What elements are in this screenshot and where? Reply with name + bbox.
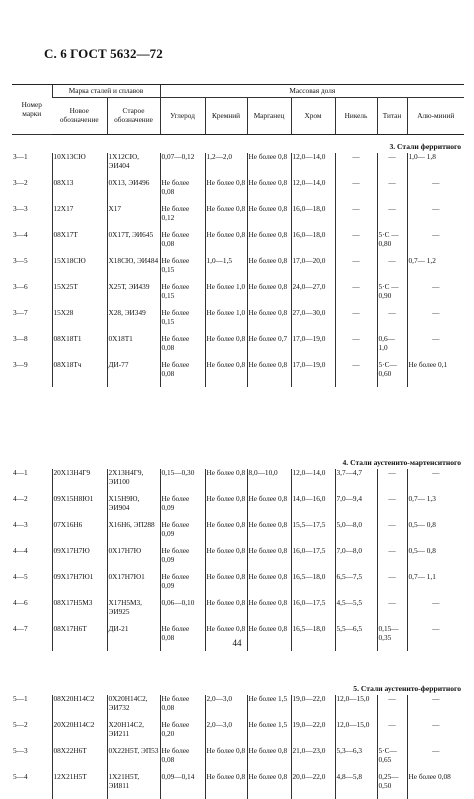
nickel-value: 4,5—5,5 xyxy=(335,599,377,625)
chromium-value: 17,0—20,0 xyxy=(291,257,335,283)
aluminium-value: 1,0— 1,8 xyxy=(407,153,464,179)
aluminium-value: — xyxy=(407,695,464,721)
old-designation: ДИ-21 xyxy=(107,625,160,651)
manganese-value: Не более 0,8 xyxy=(247,521,291,547)
aluminium-value: 0,5— 0,8 xyxy=(407,547,464,573)
titanium-value: 5·С —0,80 xyxy=(377,231,407,257)
manganese-value: Не более 0,8 xyxy=(247,747,291,773)
new-designation: 15Х28 xyxy=(52,309,107,335)
new-designation: 08Х20Н14С2 xyxy=(52,695,107,721)
grade-number: 4—4 xyxy=(12,547,52,573)
old-designation: Х16Н6, ЭП288 xyxy=(107,521,160,547)
carbon-value: 0,15—0,30 xyxy=(160,469,205,495)
new-designation: 08Х13 xyxy=(52,179,107,205)
titanium-value: 0,15— 0,35 xyxy=(377,625,407,651)
grade-number: 5—4 xyxy=(12,773,52,799)
manganese-value: Не более 0,8 xyxy=(247,599,291,625)
grade-number: 4—5 xyxy=(12,573,52,599)
chromium-value: 16,5—18,0 xyxy=(291,625,335,651)
old-designation: 0Х17Н7Ю1 xyxy=(107,573,160,599)
titanium-value: — xyxy=(377,521,407,547)
manganese-value: Не более 0,8 xyxy=(247,495,291,521)
spacer-cell xyxy=(12,651,464,677)
section-heading-row xyxy=(12,135,464,154)
silicon-value: Не более 0,8 xyxy=(205,231,247,257)
new-designation: 10Х13СЮ xyxy=(52,153,107,179)
table-row xyxy=(12,179,464,205)
nickel-value: — xyxy=(335,309,377,335)
col-silicon-header: Кремний xyxy=(205,98,247,135)
grade-number: 4—7 xyxy=(12,625,52,651)
chromium-value: 12,0—14,0 xyxy=(291,469,335,495)
carbon-value: Не более 0,08 xyxy=(160,747,205,773)
col-chromium-header: Хром xyxy=(291,98,335,135)
new-designation: 09Х15Н8Ю1 xyxy=(52,495,107,521)
grade-number: 4—1 xyxy=(12,469,52,495)
aluminium-value: — xyxy=(407,721,464,747)
nickel-value: 5,3—6,3 xyxy=(335,747,377,773)
nickel-value: — xyxy=(335,153,377,179)
titanium-value: 5·С— 0,60 xyxy=(377,361,407,387)
carbon-value: Не более 0,08 xyxy=(160,179,205,205)
carbon-value: Не более 0,15 xyxy=(160,257,205,283)
old-designation: Х17 xyxy=(107,205,160,231)
table-row xyxy=(12,721,464,747)
col-new-header: Новое обозначение xyxy=(52,98,107,135)
old-designation: 1Х21Н5Т, ЭИ811 xyxy=(107,773,160,799)
manganese-value: Не более 0,8 xyxy=(247,625,291,651)
nickel-value: 6,5—7,5 xyxy=(335,573,377,599)
chromium-value: 19,0—22,0 xyxy=(291,721,335,747)
nickel-value: — xyxy=(335,283,377,309)
grade-number: 5—1 xyxy=(12,695,52,721)
old-designation: 1Х12СЮ, ЭИ404 xyxy=(107,153,160,179)
old-designation: 0Х20Н14С2, ЭИ732 xyxy=(107,695,160,721)
table-row xyxy=(12,231,464,257)
table-row xyxy=(12,547,464,573)
table-row xyxy=(12,257,464,283)
silicon-value: Не более 0,8 xyxy=(205,747,247,773)
aluminium-value: — xyxy=(407,179,464,205)
chromium-value: 20,0—22,0 xyxy=(291,773,335,799)
titanium-value: — xyxy=(377,469,407,495)
table-row xyxy=(12,695,464,721)
manganese-value: Не более 1,5 xyxy=(247,695,291,721)
aluminium-value: 0,7— 1,1 xyxy=(407,573,464,599)
new-designation: 08Х17Н5М3 xyxy=(52,599,107,625)
aluminium-value: 0,7— 1,3 xyxy=(407,495,464,521)
manganese-value: Не более 0,8 xyxy=(247,179,291,205)
old-designation: Х15Н9Ю, ЭИ904 xyxy=(107,495,160,521)
aluminium-value: — xyxy=(407,205,464,231)
grade-number: 4—3 xyxy=(12,521,52,547)
carbon-value: 0,09—0,14 xyxy=(160,773,205,799)
grade-number: 3—4 xyxy=(12,231,52,257)
grade-number: 3—9 xyxy=(12,361,52,387)
nickel-value: — xyxy=(335,361,377,387)
silicon-value: Не более 0,8 xyxy=(205,573,247,599)
manganese-value: Не более 0,8 xyxy=(247,309,291,335)
nickel-value: 5,0—8,0 xyxy=(335,521,377,547)
new-designation: 20Х20Н14С2 xyxy=(52,721,107,747)
nickel-value: — xyxy=(335,335,377,361)
table-row xyxy=(12,335,464,361)
grade-number: 4—6 xyxy=(12,599,52,625)
manganese-value: Не более 0,8 xyxy=(247,205,291,231)
col-manganese-header: Марганец xyxy=(247,98,291,135)
col-aluminium-header: Алю-миний xyxy=(407,98,464,135)
col-carbon-header: Углерод xyxy=(160,98,205,135)
table-body xyxy=(12,135,464,799)
aluminium-value: — xyxy=(407,469,464,495)
old-designation: 0Х17Т, ЭИ645 xyxy=(107,231,160,257)
col-titanium-header: Титан xyxy=(377,98,407,135)
titanium-value: — xyxy=(377,257,407,283)
chromium-value: 24,0—27,0 xyxy=(291,283,335,309)
titanium-value: 0,25— 0,50 xyxy=(377,773,407,799)
table-row xyxy=(12,153,464,179)
chromium-value: 15,5—17,5 xyxy=(291,521,335,547)
section-spacer xyxy=(12,651,464,677)
titanium-value: — xyxy=(377,205,407,231)
aluminium-value: 0,5— 0,8 xyxy=(407,521,464,547)
grade-number: 5—3 xyxy=(12,747,52,773)
table-row xyxy=(12,205,464,231)
col-mass-fraction-header: Массовая доля xyxy=(160,85,464,98)
nickel-value: 7,0—9,4 xyxy=(335,495,377,521)
aluminium-value: Не более 0,1 xyxy=(407,361,464,387)
titanium-value: — xyxy=(377,573,407,599)
old-designation: Х17Н5М3, ЭИ925 xyxy=(107,599,160,625)
chromium-value: 17,0—19,0 xyxy=(291,361,335,387)
carbon-value: Не более 0,08 xyxy=(160,625,205,651)
chromium-value: 16,0—18,0 xyxy=(291,231,335,257)
nickel-value: — xyxy=(335,231,377,257)
chromium-value: 21,0—23,0 xyxy=(291,747,335,773)
section-spacer xyxy=(12,387,464,451)
grade-number: 3—7 xyxy=(12,309,52,335)
silicon-value: Не более 0,8 xyxy=(205,361,247,387)
silicon-value: Не более 0,8 xyxy=(205,469,247,495)
new-designation: 07Х16Н6 xyxy=(52,521,107,547)
silicon-value: 1,2—2,0 xyxy=(205,153,247,179)
nickel-value: 12,0—15,0 xyxy=(335,695,377,721)
composition-table-container xyxy=(12,84,464,632)
nickel-value: — xyxy=(335,179,377,205)
nickel-value: — xyxy=(335,205,377,231)
silicon-value: Не более 0,8 xyxy=(205,335,247,361)
nickel-value: — xyxy=(335,257,377,283)
carbon-value: Не более 0,09 xyxy=(160,547,205,573)
carbon-value: Не более 0,08 xyxy=(160,695,205,721)
old-designation: Х20Н14С2, ЭИ211 xyxy=(107,721,160,747)
grade-number: 3—8 xyxy=(12,335,52,361)
silicon-value: 2,0—3,0 xyxy=(205,721,247,747)
table-row xyxy=(12,469,464,495)
grade-number: 3—5 xyxy=(12,257,52,283)
carbon-value: Не более 0,09 xyxy=(160,495,205,521)
table-row xyxy=(12,521,464,547)
titanium-value: — xyxy=(377,547,407,573)
grade-number: 3—6 xyxy=(12,283,52,309)
new-designation: 08Х18Т1 xyxy=(52,335,107,361)
aluminium-value: — xyxy=(407,747,464,773)
manganese-value: Не более 0,8 xyxy=(247,231,291,257)
section-title: 5. Стали аустенито-ферритного xyxy=(12,677,464,695)
silicon-value: Не более 0,8 xyxy=(205,521,247,547)
old-designation: Х25Т, ЭИ439 xyxy=(107,283,160,309)
carbon-value: Не более 0,08 xyxy=(160,361,205,387)
carbon-value: Не более 0,15 xyxy=(160,309,205,335)
table-row xyxy=(12,361,464,387)
silicon-value: Не более 0,8 xyxy=(205,495,247,521)
chromium-value: 16,0—18,0 xyxy=(291,205,335,231)
silicon-value: Не более 0,8 xyxy=(205,205,247,231)
chromium-value: 19,0—22,0 xyxy=(291,695,335,721)
table-row xyxy=(12,599,464,625)
manganese-value: Не более 0,8 xyxy=(247,773,291,799)
silicon-value: Не более 1,0 xyxy=(205,283,247,309)
silicon-value: Не более 0,8 xyxy=(205,179,247,205)
titanium-value: 0,6— 1,0 xyxy=(377,335,407,361)
manganese-value: Не более 0,8 xyxy=(247,547,291,573)
silicon-value: Не более 0,8 xyxy=(205,625,247,651)
section-heading-row xyxy=(12,677,464,695)
nickel-value: 7,0—8,0 xyxy=(335,547,377,573)
manganese-value: Не более 1,5 xyxy=(247,721,291,747)
manganese-value: 8,0—10,0 xyxy=(247,469,291,495)
silicon-value: Не более 0,8 xyxy=(205,547,247,573)
carbon-value: 0,06—0,10 xyxy=(160,599,205,625)
titanium-value: — xyxy=(377,695,407,721)
spacer-cell xyxy=(12,387,464,451)
new-designation: 08Х17Т xyxy=(52,231,107,257)
aluminium-value: — xyxy=(407,625,464,651)
grade-number: 3—3 xyxy=(12,205,52,231)
chromium-value: 17,0—19,0 xyxy=(291,335,335,361)
new-designation: 15Х25Т xyxy=(52,283,107,309)
chromium-value: 12,0—14,0 xyxy=(291,179,335,205)
aluminium-value: — xyxy=(407,335,464,361)
aluminium-value: Не более 0,08 xyxy=(407,773,464,799)
grade-number: 3—2 xyxy=(12,179,52,205)
old-designation: 2Х13Н4Г9, ЭИ100 xyxy=(107,469,160,495)
new-designation: 08Х18Тч xyxy=(52,361,107,387)
grade-number: 5—2 xyxy=(12,721,52,747)
old-designation: 0Х17Н7Ю xyxy=(107,547,160,573)
manganese-value: Не более 0,8 xyxy=(247,153,291,179)
carbon-value: Не более 0,20 xyxy=(160,721,205,747)
new-designation: 09Х17Н7Ю1 xyxy=(52,573,107,599)
new-designation: 15Х18СЮ xyxy=(52,257,107,283)
col-old-header: Старое обозначение xyxy=(107,98,160,135)
carbon-value: Не более 0,08 xyxy=(160,335,205,361)
table-row xyxy=(12,573,464,599)
page-header: С. 6 ГОСТ 5632—72 xyxy=(44,46,163,62)
section-title: 4. Стали аустенито-мартенситного xyxy=(12,451,464,469)
old-designation: Х18СЮ, ЭИ484 xyxy=(107,257,160,283)
chromium-value: 12,0—14,0 xyxy=(291,153,335,179)
nickel-value: 4,8—5,8 xyxy=(335,773,377,799)
manganese-value: Не более 0,8 xyxy=(247,361,291,387)
section-heading-row xyxy=(12,451,464,469)
new-designation: 20Х13Н4Г9 xyxy=(52,469,107,495)
titanium-value: — xyxy=(377,599,407,625)
grade-number: 3—1 xyxy=(12,153,52,179)
carbon-value: Не более 0,09 xyxy=(160,521,205,547)
chromium-value: 27,0—30,0 xyxy=(291,309,335,335)
titanium-value: — xyxy=(377,153,407,179)
chromium-value: 16,0—17,5 xyxy=(291,599,335,625)
manganese-value: Не более 0,8 xyxy=(247,257,291,283)
table-row xyxy=(12,283,464,309)
new-designation: 08Х22Н6Т xyxy=(52,747,107,773)
nickel-value: 12,0—15,0 xyxy=(335,721,377,747)
silicon-value: Не более 0,8 xyxy=(205,773,247,799)
table-row xyxy=(12,495,464,521)
manganese-value: Не более 0,8 xyxy=(247,283,291,309)
chromium-value: 14,0—16,0 xyxy=(291,495,335,521)
old-designation: ДИ-77 xyxy=(107,361,160,387)
manganese-value: Не более 0,8 xyxy=(247,573,291,599)
col-nickel-header: Никель xyxy=(335,98,377,135)
carbon-value: Не более 0,12 xyxy=(160,205,205,231)
chromium-value: 16,0—17,5 xyxy=(291,547,335,573)
old-designation: 0Х22Н5Т, ЭП53 xyxy=(107,747,160,773)
col-grade-group-header: Марка сталей и сплавов xyxy=(52,85,160,98)
silicon-value: 1,0—1,5 xyxy=(205,257,247,283)
nickel-value: 3,7—4,7 xyxy=(335,469,377,495)
table-row xyxy=(12,773,464,799)
manganese-value: Не более 0,7 xyxy=(247,335,291,361)
aluminium-value: — xyxy=(407,599,464,625)
table-row xyxy=(12,747,464,773)
carbon-value: 0,07—0,12 xyxy=(160,153,205,179)
col-number-header: Номер марки xyxy=(12,85,52,135)
grade-number: 4—2 xyxy=(12,495,52,521)
aluminium-value: 0,7— 1,2 xyxy=(407,257,464,283)
old-designation: Х28, ЭИ349 xyxy=(107,309,160,335)
aluminium-value: — xyxy=(407,231,464,257)
new-designation: 12Х17 xyxy=(52,205,107,231)
table-row xyxy=(12,309,464,335)
page-number: 44 xyxy=(0,638,474,648)
old-designation: 0Х13, ЭИ496 xyxy=(107,179,160,205)
chromium-value: 16,5—18,0 xyxy=(291,573,335,599)
new-designation: 08Х17Н6Т xyxy=(52,625,107,651)
carbon-value: Не более 0,08 xyxy=(160,231,205,257)
aluminium-value: — xyxy=(407,309,464,335)
titanium-value: — xyxy=(377,179,407,205)
composition-table xyxy=(12,84,464,799)
new-designation: 12Х21Н5Т xyxy=(52,773,107,799)
titanium-value: — xyxy=(377,495,407,521)
silicon-value: Не более 1,0 xyxy=(205,309,247,335)
aluminium-value: — xyxy=(407,283,464,309)
titanium-value: — xyxy=(377,309,407,335)
carbon-value: Не более 0,15 xyxy=(160,283,205,309)
titanium-value: 5·С —0,90 xyxy=(377,283,407,309)
silicon-value: Не более 0,8 xyxy=(205,599,247,625)
titanium-value: 5·С— 0,65 xyxy=(377,747,407,773)
new-designation: 09Х17Н7Ю xyxy=(52,547,107,573)
section-title: 3. Стали ферритного xyxy=(12,135,464,154)
old-designation: 0Х18Т1 xyxy=(107,335,160,361)
carbon-value: Не более 0,09 xyxy=(160,573,205,599)
titanium-value: — xyxy=(377,721,407,747)
nickel-value: 5,5—6,5 xyxy=(335,625,377,651)
silicon-value: 2,0—3,0 xyxy=(205,695,247,721)
